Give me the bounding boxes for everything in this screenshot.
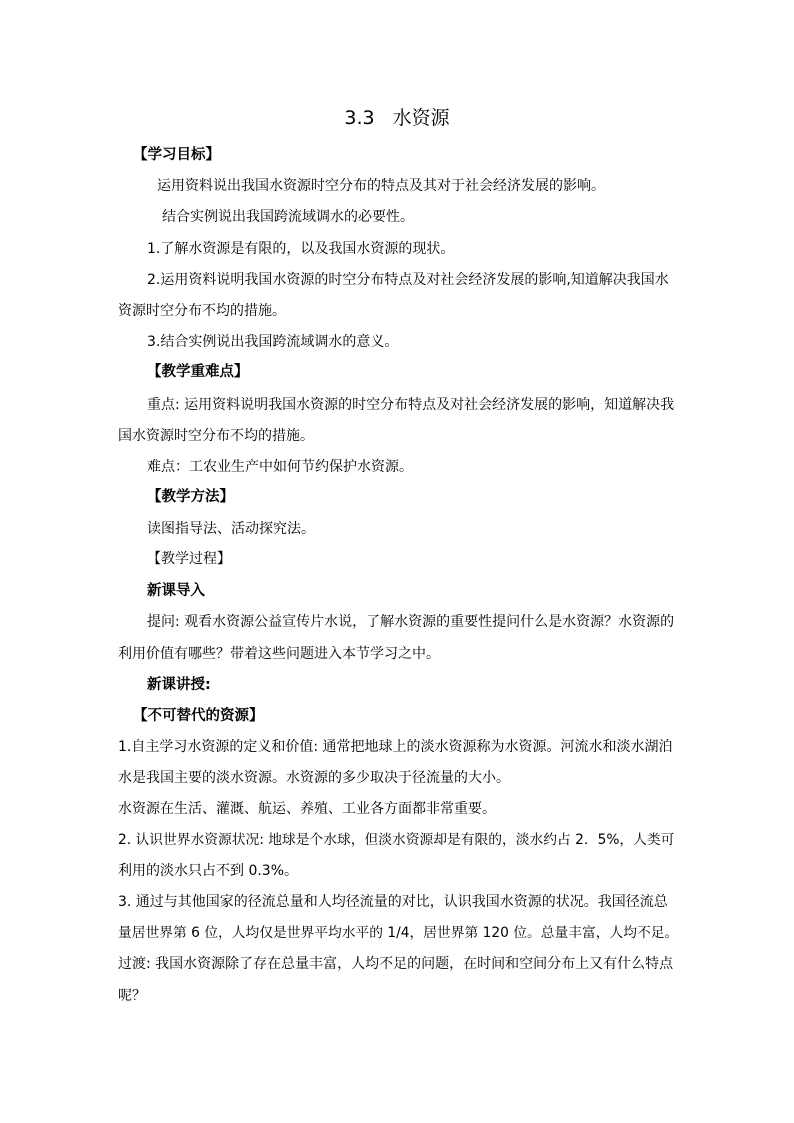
paragraph-line: 读图指导法、活动探究法。 [147, 521, 315, 537]
paragraph-line: 运用资料说出我国水资源时空分布的特点及其对于社会经济发展的影响。 [157, 178, 605, 194]
heading-teaching-method: 【教学方法】 [147, 489, 234, 505]
heading-learning-goals: 【学习目标】 [133, 147, 220, 163]
section-title-text: 水资源 [392, 107, 450, 129]
page-title [0, 105, 794, 131]
paragraph-line: 国水资源时空分布不均的措施。 [118, 428, 314, 444]
heading-irreplaceable-resource: 【不可替代的资源】 [133, 708, 264, 724]
paragraph-line: 量居世界第 6 位，人均仅是世界平均水平的 1/4，居世界第 120 位。总量丰富，人均不足。 [118, 925, 679, 941]
paragraph-line: 水资源在生活、灌溉、航运、养殖、工业各方面都非常重要。 [118, 801, 496, 817]
paragraph-line: 水是我国主要的淡水资源。水资源的多少取决于径流量的大小。 [118, 770, 510, 786]
subheading-new-lesson-intro: 新课导入 [147, 583, 205, 599]
paragraph-line: 提问: 观看水资源公益宣传片水说，了解水资源的重要性提问什么是水资源？水资源的 [147, 614, 675, 630]
heading-teaching-process: 【教学过程】 [147, 551, 231, 567]
paragraph-line: 重点: 运用资料说明我国水资源的时空分布特点及对社会经济发展的影响，知道解决我 [147, 397, 675, 413]
paragraph-line: 资源时空分布不均的措施。 [118, 303, 286, 319]
paragraph-line: 呢？ [118, 988, 146, 1004]
paragraph-line: 3.结合实例说出我国跨流域调水的意义。 [147, 334, 399, 350]
paragraph-line: 1.自主学习水资源的定义和价值: 通常把地球上的淡水资源称为水资源。河流水和淡水湖泊 [118, 739, 673, 755]
paragraph-line: 2. 认识世界水资源状况: 地球是个水球，但淡水资源却是有限的，淡水约占 2．5%，人类可 [118, 832, 675, 848]
paragraph-line: 结合实例说出我国跨流域调水的必要性。 [162, 209, 414, 225]
section-number: 3.3 [344, 107, 375, 129]
paragraph-line: 3. 通过与其他国家的径流总量和人均径流量的对比，认识我国水资源的状况。我国径流总 [118, 894, 668, 910]
heading-key-difficult-points: 【教学重难点】 [147, 364, 249, 380]
paragraph-line: 1.了解水资源是有限的，以及我国水资源的现状。 [147, 241, 455, 257]
paragraph-line: 难点：工农业生产中如何节约保护水资源。 [147, 459, 413, 475]
paragraph-line: 过渡: 我国水资源除了存在总量丰富，人均不足的问题，在时间和空间分布上又有什么特点 [118, 956, 674, 972]
paragraph-line: 利用价值有哪些？带着这些问题进入本节学习之中。 [118, 646, 440, 662]
paragraph-line: 利用的淡水只占不到 0.3%。 [118, 863, 299, 879]
subheading-new-lesson-lecture: 新课讲授: [147, 677, 211, 693]
paragraph-line: 2.运用资料说明我国水资源的时空分布特点及对社会经济发展的影响,知道解决我国水 [147, 272, 669, 288]
